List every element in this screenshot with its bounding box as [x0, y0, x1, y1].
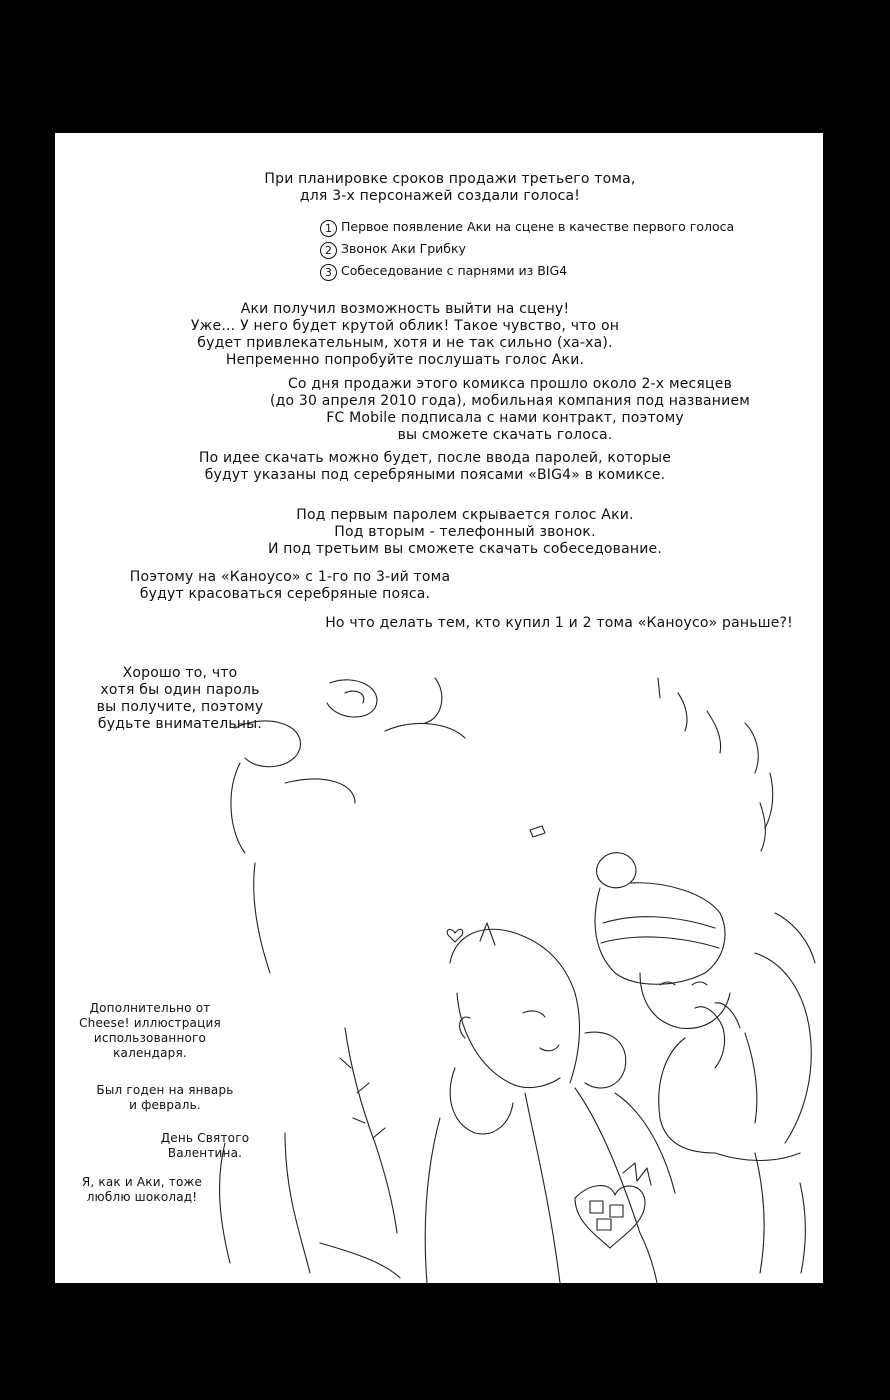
- scribble-shape: [254, 863, 270, 973]
- note-line: люблю шоколад!: [86, 1190, 198, 1204]
- para2-line: Со дня продажи этого комикса прошло около 2-х месяцев: [287, 376, 733, 392]
- scribble-shape: [658, 678, 660, 698]
- note-line: использованного: [93, 1031, 207, 1045]
- item-number: 3: [320, 264, 337, 281]
- scribble-shape: [231, 763, 245, 853]
- para1-line: Непременно попробуйте послушать голос Аки.: [225, 352, 585, 368]
- intro-line-2: для 3-х персонажей создали голоса!: [299, 188, 581, 204]
- boy-eye: [523, 1011, 545, 1017]
- candy-shape: [530, 826, 545, 837]
- boy-hair: [480, 923, 495, 945]
- para3-line: будут указаны под серебряными поясами «BIG4» в комиксе.: [204, 467, 666, 483]
- boy-hair: [450, 929, 580, 1083]
- note-line: календаря.: [113, 1046, 187, 1060]
- para4-line: Под первым паролем скрывается голос Аки.: [296, 507, 634, 523]
- scribble-shape: [285, 779, 355, 803]
- branch-shape: [357, 1083, 369, 1093]
- girl-hat: [595, 883, 725, 984]
- boy-mouth: [540, 1045, 559, 1051]
- boy-coat: [615, 1093, 675, 1193]
- para4-line: И под третьим вы сможете скачать собеседование.: [267, 541, 663, 557]
- girl-coat: [715, 1153, 800, 1161]
- para2-line: FC Mobile подписала с нами контракт, поэтому: [326, 410, 684, 426]
- branch-shape: [345, 1028, 397, 1233]
- boy-ear: [460, 1017, 470, 1038]
- para2-line: (до 30 апреля 2010 года), мобильная компания под названием: [269, 393, 751, 409]
- para5-line: будут красоваться серебряные пояса.: [139, 586, 431, 602]
- item-text: Собеседование с парнями из BIG4: [341, 263, 568, 278]
- branch-shape: [340, 1058, 351, 1068]
- para7-line: будьте внимательны.: [97, 716, 263, 732]
- para7-line: хотя бы один пароль: [100, 682, 260, 698]
- girl-coat: [755, 953, 811, 1143]
- scribble-shape: [800, 1183, 805, 1273]
- boy-collar: [585, 1032, 626, 1088]
- para7-line: Хорошо то, что: [122, 665, 238, 681]
- note-line: Дополнительно от: [89, 1001, 211, 1015]
- para7-line: вы получите, поэтому: [96, 699, 264, 715]
- girl-coat: [659, 1038, 715, 1153]
- item-number: 2: [320, 242, 337, 259]
- note-line: Был годен на январь: [96, 1083, 234, 1097]
- note-line: Cheese! иллюстрация: [79, 1016, 221, 1030]
- branch-shape: [373, 1128, 385, 1138]
- para6-line: Но что делать тем, кто купил 1 и 2 тома «Каноусо» раньше?!: [325, 615, 793, 631]
- scribble-shape: [745, 723, 758, 773]
- branch-shape: [353, 1118, 365, 1123]
- scribble-shape: [755, 1153, 764, 1273]
- boy-coat: [575, 1088, 657, 1283]
- item-number: 1: [320, 220, 337, 237]
- girl-eye: [692, 982, 707, 985]
- girl-coat: [745, 1033, 757, 1123]
- chocolate-piece: [597, 1219, 611, 1230]
- ribbon-bow: [623, 1163, 651, 1185]
- note-line: Я, как и Аки, тоже: [81, 1175, 203, 1189]
- boy-coat: [425, 1118, 440, 1283]
- scribble-shape: [678, 693, 687, 731]
- scribble-shape: [385, 724, 465, 738]
- para1-line: Уже… У него будет крутой облик! Такое чувство, что он: [190, 318, 620, 334]
- scribble-shape: [707, 711, 721, 753]
- para1-line: Аки получил возможность выйти на сцену!: [240, 301, 570, 317]
- scribble-shape: [760, 803, 765, 851]
- girl-hands: [695, 1007, 725, 1068]
- boy-face: [457, 993, 560, 1088]
- scribble-shape: [320, 1243, 400, 1278]
- list-item: [320, 263, 567, 281]
- chocolate-piece: [610, 1205, 623, 1217]
- para5-line: Поэтому на «Каноусо» с 1-го по 3-ий тома: [129, 569, 451, 585]
- scribble-shape: [345, 691, 364, 703]
- boy-coat: [525, 1093, 560, 1283]
- note-line: Валентина.: [167, 1146, 243, 1160]
- para2-line: вы сможете скачать голоса.: [397, 427, 613, 443]
- para3-line: По идее скачать можно будет, после ввода паролей, которые: [198, 450, 672, 466]
- girl-hat: [601, 937, 719, 948]
- scribble-shape: [327, 680, 377, 717]
- girl-coat: [775, 913, 815, 963]
- girl-face: [640, 973, 730, 1028]
- scribble-shape: [220, 1143, 230, 1263]
- note-line: и февраль.: [129, 1098, 201, 1112]
- para4-line: Под вторым - телефонный звонок.: [334, 524, 596, 540]
- chocolate-piece: [590, 1201, 603, 1213]
- scribble-shape: [765, 773, 773, 828]
- scribble-shape: [285, 1133, 310, 1273]
- list-item: [320, 241, 466, 259]
- note-line: День Святого: [160, 1131, 250, 1145]
- boy-collar: [450, 1068, 513, 1134]
- heart-shape: [447, 929, 463, 942]
- item-text: Первое появление Аки на сцене в качестве первого голоса: [341, 219, 735, 234]
- para1-line: будет привлекательным, хотя и не так сильно (ха-ха).: [197, 335, 613, 351]
- scribble-shape: [425, 678, 442, 723]
- manga-page: [55, 133, 823, 1283]
- list-item: [320, 219, 734, 237]
- girl-hat: [603, 917, 715, 928]
- intro-line-1: При планировке сроков продажи третьего тома,: [264, 171, 636, 187]
- item-text: Звонок Аки Грибку: [341, 241, 466, 256]
